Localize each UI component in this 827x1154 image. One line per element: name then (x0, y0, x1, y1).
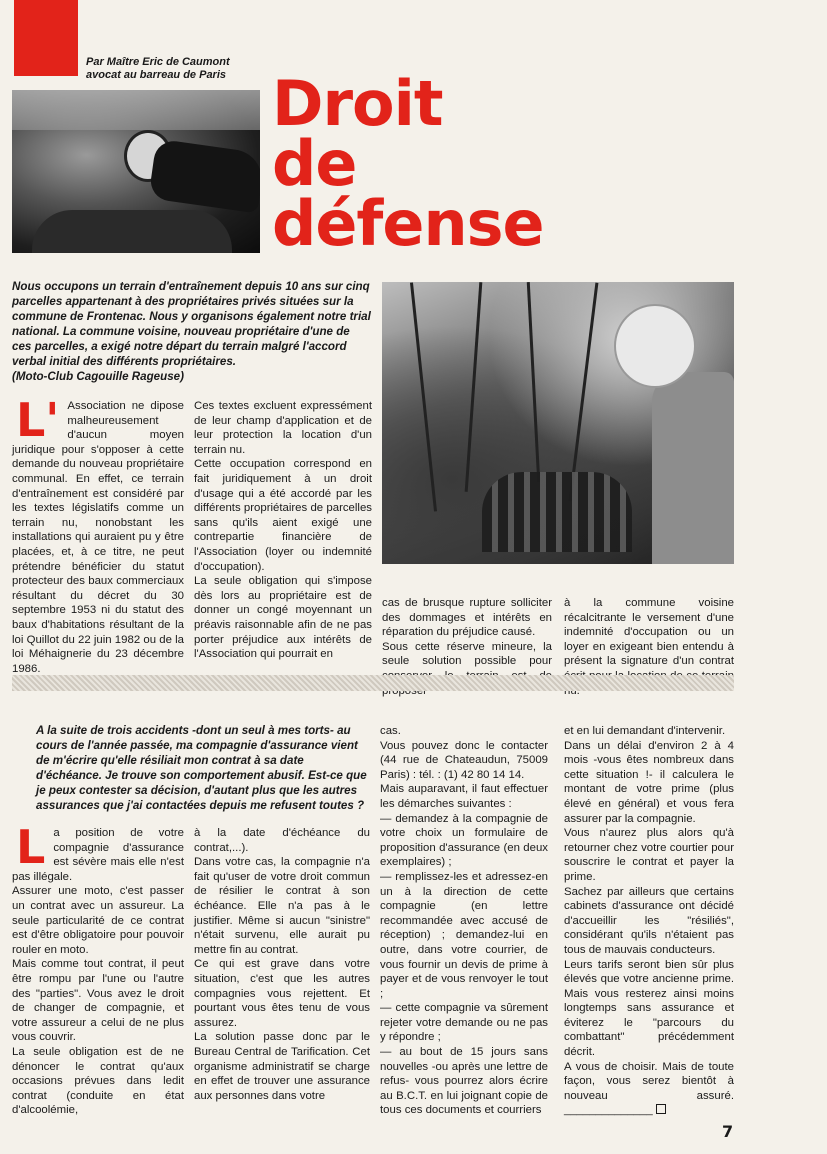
paragraph: La seule obligation est de ne dénoncer le contrat qu'aux occasions prévues dans ledit contrat (conduite en état d'alcoolémie, (12, 1045, 184, 1117)
end-of-article-mark (656, 1104, 666, 1114)
paragraph: à la commune voisine récalcitrante le versement d'une indemnité d'occupation ou un loyer en exigeant bien entendu à présent la signature d'un contrat (564, 597, 734, 668)
paragraph: La solution passe donc par le Bureau Central de Tarification. Cet organisme administratif se charge en effet de trouver une assurance aux personnes dans votre (194, 1031, 370, 1102)
paragraph: Dans votre cas, la compagnie n'a fait qu'user de votre droit commun de résilier le contrat à son échéance. Elle n'a pas à le justifier. Même si aucun "sinistre" n'était survenu, elle aurait pu mettre fin au contrat. (194, 856, 370, 956)
page-number: 7 (722, 1122, 734, 1141)
paragraph: La seule obligation qui s'impose dès lors au propriétaire est de donner un congé moyennant un préavis raisonnable afin de ne pas porter préjudice aux intérêts de l'Association qui pourrait en (194, 575, 372, 661)
title-line-3: défense (272, 187, 544, 260)
paragraph: Ces textes excluent expressément de leur champ d'application et de leur protection la location d'un terrain nu. (194, 400, 372, 456)
paragraph: — au bout de 15 jours sans nouvelles -ou après une lettre de refus- vous pourrez alors écrire au B.C.T. en lui joignant copie de tous ces documents et courriers (380, 1046, 548, 1117)
paragraph: Vous n'aurez plus alors qu'à retourner chez votre courtier pour souscrire le contrat et payer la prime. (564, 827, 734, 883)
paragraph: Leurs tarifs seront bien sûr plus élevés que votre ancienne prime. Mais vous resterez ainsi moins longtemps sans assurance et éviterez le "parcours du combattant" précédemment décrit. (564, 958, 734, 1059)
reader-question-1 (12, 279, 372, 384)
byline-author: Par Maître Eric de Caumont (86, 56, 230, 68)
red-accent-block (14, 0, 78, 76)
section-divider (12, 675, 734, 691)
motorcycle-photo (12, 90, 260, 253)
paragraph: et en lui demandant d'intervenir. (564, 725, 726, 737)
question-1-text: Nous occupons un terrain d'entraînement depuis 10 ans sur cinq parcelles appartenant à des propriétaires privés situées sur la commune de Frontenac. Nous y organisons également notre trial national. La commune voisine, nouveau propriétaire d'une de ces parcelles, a exigé notre départ du terrain malgré l'accord verbal initial des différents propriétaires. (12, 280, 371, 368)
trial-event-photo (382, 282, 734, 564)
answer-2-column-1 (12, 820, 184, 1118)
byline (86, 56, 230, 82)
paragraph: Mais comme tout contrat, il peut être rompu par l'une ou l'autre des "parties". Vous avez le droit de changer de compagnie, et votre assureur a celui de ne plus vous couvrir. (12, 958, 184, 1044)
paragraph: Cette occupation correspond en fait juridiquement à un droit d'usage qui a été accordé par les différents propriétaires de parcelles sans qu'ils aient exigé une contrepartie financière de l'Association (loyer ou indemnité d'occupation). (194, 458, 372, 573)
drop-cap: L (16, 820, 46, 874)
answer-1-column-2 (194, 399, 372, 662)
paragraph: cas de brusque rupture solliciter des dommages et intérêts en réparation du préjudice causé. (382, 597, 552, 639)
answer-2-column-2 (194, 826, 370, 1103)
spectator-crowd (482, 472, 632, 552)
paragraph: Assurer une moto, c'est passer un contrat avec un assureur. La seule particularité de ce contrat est d'être obligatoire pour pouvoir rouler en moto. (12, 885, 184, 956)
paragraph: Dans un délai d'environ 2 à 4 mois -vous êtes nombreux dans cette situation !- il calculera le montant de votre prime (plus élevé en général) et vous fera assurer par la compagnie. (564, 739, 734, 825)
paragraph: Sous cette réserve mineure, la seule solution possible pour (382, 640, 552, 668)
paragraph: Vous pouvez donc le contacter (44 rue de Chateaudun, 75009 Paris) : tél. : (1) 42 80 14 14. (380, 739, 548, 781)
byline-role: avocat au barreau de Paris (86, 69, 227, 81)
paragraph: cas. (380, 725, 401, 737)
answer-1-col1-text: Association ne dipose malheureusement d'aucun moyen juridique pour s'opposer à cette demande du nouveau propriétaire communal. En effet, ce terrain d'entraînement est considéré par les textes législatifs comme un terrain nu, nonobstant les installations qui auraient pu y être placées, et, à ce titre, ne peut prétendre bénéficier du statut protecteur des baux commerciaux résultant du décret du 30 septembre 1953 ni du statut des baux d'habitations résultant de la loi Quillot du 22 juin 1982 ou de la loi Méhaignerie du 23 décembre 1986. (12, 400, 184, 675)
title-line-1: Droit (272, 67, 443, 140)
answer-1-column-1 (12, 393, 184, 676)
paragraph: a position de votre compagnie d'assurance est sévère mais elle n'est pas illégale. (12, 827, 184, 883)
paragraph: — remplissez-les et adressez-en un à la direction de cette compagnie (en lettre recommandée avec accusé de réception) ; demandez-lui en outre, dans votre courrier, de vous fournir un devis de prime à payer et de vous renvoyer le tout ; (380, 870, 548, 1000)
paragraph: Mais auparavant, il faut effectuer les démarches suivantes : (380, 783, 548, 810)
closing-paragraph: A vous de choisir. Mais de toute façon, vous serez bientôt à nouveau assuré. ______________ (564, 1060, 734, 1117)
paragraph: — demandez à la compagnie de votre choix un formulaire de proposition d'assurance (en deux exemplaires) ; (380, 812, 548, 869)
article-title (272, 67, 544, 260)
paragraph: Sachez par ailleurs que certains cabinets d'assurance ont décidé d'accueillir les "résiliés", considérant qu'ils n'étaient pas tous de mauvais conducteurs. (564, 885, 734, 956)
drop-cap: L' (16, 393, 60, 447)
question-1-signature: (Moto-Club Cagouille Rageuse) (12, 370, 184, 383)
paragraph: Ce qui est grave dans votre situation, c'est que les autres compagnies vous rejettent. Et pourtant vous êtes tenu de vous assurez. (194, 958, 370, 1029)
reader-question-2: A la suite de trois accidents -dont un seul à mes torts- au cours de l'année passée, ma compagnie d'assurance vient de m'écrire qu'elle résiliait mon contrat à sa date d'échéance. Je trouve son comportement abusif. Est-ce que je peux contester sa décision, d'autant plus que les autres assurances que j'ai contactées depuis me refusent toutes ? (36, 724, 367, 812)
answer-2-column-4 (564, 724, 734, 1118)
paragraph: à la date d'échéance du contrat,...). (194, 827, 370, 854)
answer-2-column-3 (380, 724, 548, 1118)
rider-helmet (614, 304, 696, 388)
paragraph: — cette compagnie va sûrement rejeter votre demande ou ne pas y répondre ; (380, 1002, 548, 1044)
title-line-2: de (272, 127, 357, 200)
